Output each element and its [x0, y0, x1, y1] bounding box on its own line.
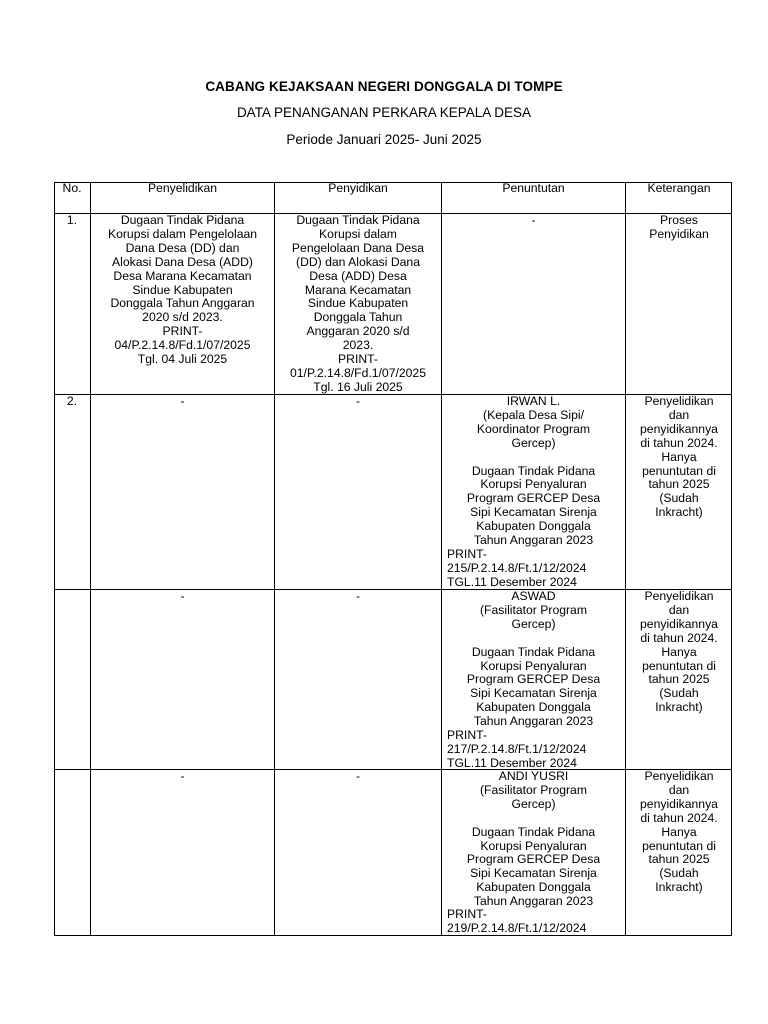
- row-2-penyelidikan: -: [180, 394, 185, 408]
- row-2-penyidikan: -: [355, 394, 361, 408]
- column-header-penyidikan: Penyidikan: [328, 181, 388, 195]
- row-3-keterangan: Penyelidikan dan penyidikannya di tahun 2024. Hanya penuntutan di tahun 2025 (Sudah Inkracht): [640, 589, 718, 715]
- row-1-penuntutan: -: [531, 213, 536, 227]
- row-1-penyelidikan: Dugaan Tindak Pidana Korupsi dalam Pengelolaan Dana Desa (DD) dan Alokasi Dana Desa (ADD) Desa Marana Kecamatan Sindue Kabupaten Donggala Tahun Anggaran 2020 s/d 2023. PRINT- 04/P.2.14.8/Fd.1/07/2025 Tgl. 04 Juli 2025: [107, 213, 258, 367]
- row-2-keterangan: Penyelidikan dan penyidikannya di tahun 2024. Hanya penuntutan di tahun 2025 (Sudah Inkracht): [640, 394, 718, 520]
- row-2-no: 2.: [66, 394, 78, 408]
- row-4-penyidikan: -: [355, 769, 361, 783]
- column-header-penyelidikan: Penyelidikan: [147, 181, 218, 195]
- document-period: Periode Januari 2025- Juni 2025: [286, 132, 482, 147]
- document-title: CABANG KEJAKSAAN NEGERI DONGGALA DI TOMPE: [205, 79, 563, 94]
- row-2-penuntutan-print-number: PRINT- 215/P.2.14.8/Ft.1/12/2024 TGL.11 Desember 2024: [447, 547, 587, 589]
- row-1-keterangan: Proses Penyidikan: [649, 213, 709, 241]
- row-3-penyidikan: -: [355, 589, 361, 603]
- document-subtitle: DATA PENANGANAN PERKARA KEPALA DESA: [236, 105, 532, 120]
- row-1-no: 1.: [66, 213, 78, 227]
- case-table: [54, 182, 732, 936]
- row-4-keterangan: Penyelidikan dan penyidikannya di tahun 2024. Hanya penuntutan di tahun 2025 (Sudah Inkracht): [640, 769, 718, 895]
- row-4-penuntutan-print-number: PRINT- 219/P.2.14.8/Ft.1/12/2024: [447, 907, 587, 935]
- row-4-penuntutan-description: ANDI YUSRI (Fasilitator Program Gercep) Dugaan Tindak Pidana Korupsi Penyaluran Program GERCEP Desa Sipi Kecamatan Sirenja Kabupaten Donggala Tahun Anggaran 2023: [466, 769, 601, 909]
- row-4-penyelidikan: -: [180, 769, 185, 783]
- row-3-penyelidikan: -: [180, 589, 185, 603]
- row-3-penuntutan-description: ASWAD (Fasilitator Program Gercep) Dugaan Tindak Pidana Korupsi Penyaluran Program GERCEP Desa Sipi Kecamatan Sirenja Kabupaten Donggala Tahun Anggaran 2023: [466, 589, 601, 729]
- column-header-penuntutan: Penuntutan: [502, 181, 565, 195]
- column-header-no: No.: [62, 181, 82, 195]
- row-3-penuntutan-print-number: PRINT- 217/P.2.14.8/Ft.1/12/2024 TGL.11 Desember 2024: [447, 728, 587, 770]
- column-header-keterangan: Keterangan: [647, 181, 711, 195]
- row-1-penyidikan: Dugaan Tindak Pidana Korupsi dalam Pengelolaan Dana Desa (DD) dan Alokasi Dana Desa (ADD) Desa Marana Kecamatan Sindue Kabupaten Donggala Tahun Anggaran 2020 s/d 2023. PRINT- 01/P.2.14.8/Fd.1/07/2025 Tgl. 16 Juli 2025: [290, 213, 426, 394]
- row-2-penuntutan-description: IRWAN L. (Kepala Desa Sipi/ Koordinator Program Gercep) Dugaan Tindak Pidana Korupsi Penyaluran Program GERCEP Desa Sipi Kecamatan Sirenja Kabupaten Donggala Tahun Anggaran 2023: [466, 394, 601, 548]
